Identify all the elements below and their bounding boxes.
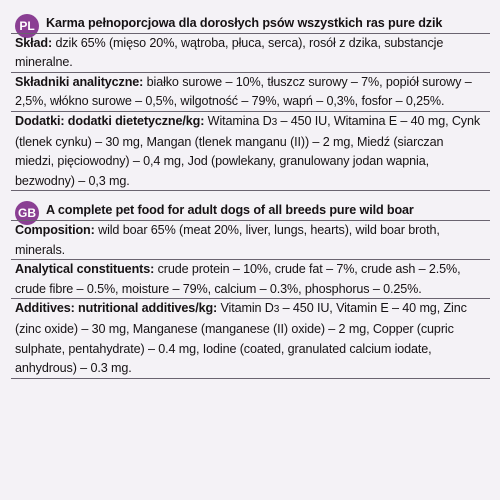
composition-label-pl: Skład: bbox=[15, 35, 53, 50]
analytical-text-pl: białko surowe – 10%, tłuszcz surowy – 7%, popiół surowy – 2,5%, włókno surowe – 0,5%, wilgotność – 79%, wapń – 0,3%, fosfor – 0,25%. bbox=[15, 74, 472, 109]
analytical-row-gb bbox=[15, 260, 484, 299]
additives-row-gb bbox=[15, 299, 484, 378]
language-badge-gb: GB bbox=[15, 201, 39, 225]
composition-row-gb bbox=[15, 221, 484, 260]
analytical-label-gb: Analytical constituents: bbox=[15, 262, 155, 277]
composition-row-pl bbox=[15, 34, 484, 73]
analytical-text-gb: crude protein – 10%, crude fat – 7%, crude ash – 2.5%, crude fibre – 0.5%, moisture – 79%, calcium – 0.3%, phosphorus – 0.25%. bbox=[15, 262, 461, 296]
additives-label-gb: Additives: nutritional additives/kg: bbox=[15, 301, 218, 316]
composition-label-gb: Composition: bbox=[15, 222, 95, 237]
additives-row-pl bbox=[15, 112, 484, 191]
section-title-pl bbox=[15, 14, 484, 34]
section-english bbox=[15, 201, 484, 378]
additives-label-pl: Dodatki: dodatki dietetyczne/kg: bbox=[15, 113, 205, 128]
title-text-gb: A complete pet food for adult dogs of all breeds pure wild boar bbox=[46, 203, 414, 218]
additives-text-gb: Vitamin D3 – 450 IU, Vitamin E – 40 mg, Zinc (zinc oxide) – 30 mg, Manganese (manganese (II) oxide) – 2 mg, Copper (cupric sulphate, pentahydrate) – 0.4 mg, Iodine (coated, granulated calcium iodate, anhydrous) – 0.3 mg. bbox=[15, 301, 467, 376]
vitamin-d3-digit: 3 bbox=[271, 116, 278, 128]
composition-text-gb: wild boar 65% (meat 20%, liver, lungs, hearts), wild boar broth, minerals. bbox=[15, 222, 440, 257]
section-polish bbox=[15, 14, 484, 191]
analytical-label-pl: Składniki analityczne: bbox=[15, 74, 144, 89]
language-badge-pl: PL bbox=[15, 14, 39, 38]
title-text-pl: Karma pełnoporcjowa dla dorosłych psów wszystkich ras pure dzik bbox=[46, 16, 443, 30]
composition-text-pl: dzik 65% (mięso 20%, wątroba, płuca, serca), rosół z dzika, substancje mineralne. bbox=[15, 35, 444, 70]
section-title-gb bbox=[15, 201, 484, 221]
vitamin-d3-digit: 3 bbox=[273, 304, 280, 316]
additives-text-pl: Witamina D3 – 450 IU, Witamina E – 40 mg, Cynk (tlenek cynku) – 30 mg, Mangan (tlenek manganu (II)) – 2 mg, Miedź (siarczan miedzi, pięciowodny) – 0,4 mg, Jod (powlekany, granulowany jodan wapnia, bezwodny) – 0,3 mg. bbox=[15, 113, 481, 188]
analytical-row-pl bbox=[15, 73, 484, 112]
